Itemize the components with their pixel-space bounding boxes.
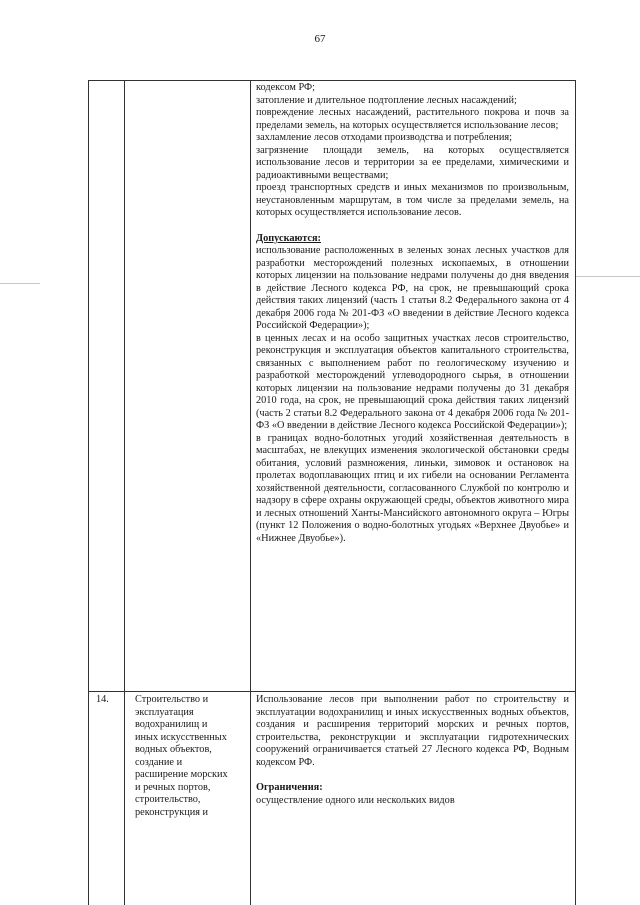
activity-line: Строительство и: [135, 694, 209, 705]
paragraph-gap: [256, 220, 569, 233]
section-heading: Допускаются:: [256, 232, 321, 244]
activity-line: эксплуатация: [135, 706, 194, 718]
activity-line: иных искусственных: [135, 731, 227, 743]
activity-line: расширение морских: [135, 769, 228, 780]
paragraph: в ценных лесах и на особо защитных участках лесов строительство, реконструкция и эксплуатация объектов капитального строительства, связанных с выполнением работ по геологическому изучению и разработкой месторождений углеводородного сырья, в отношении которых лицензии на пользование недрами получены до 31 декабря 2010 года, на срок, не превышающий срока действия таких лицензий (часть 2 статьи 8.2 Федерального закона от 4 декабря 2006 года № 201-ФЗ «О введении в действие Лесного кодекса Российской Федерации»);: [256, 332, 569, 431]
table-row: [256, 694, 569, 807]
paragraph: повреждение лесных насаждений, растительного покрова и почв за пределами земель, на которых осуществляется использование лесов;: [256, 107, 569, 131]
paragraph: проезд транспортных средств и иных механизмов по произвольным, неустановленным маршрутам, в том числе за пределами земель, на которых осуществляется использование лесов.: [256, 182, 569, 218]
paragraph-gap: [256, 769, 569, 782]
activity-line: создание и: [135, 756, 183, 768]
activity-line: строительство,: [135, 794, 201, 805]
paragraph: осуществление одного или нескольких видов: [256, 794, 455, 806]
paragraph: Использование лесов при выполнении работ по строительству и эксплуатации водохранилищ и иных искусственных водных объектов, создания и расширения территорий морских и речных портов, строительства, реконструкции и эксплуатации гидротехнических сооружений ограничивается статьей 27 Лесного кодекса РФ, Водным кодексом РФ.: [256, 694, 569, 768]
row-number: 14.: [96, 694, 109, 705]
row-content-cell: [256, 694, 569, 807]
row-content-cell: [256, 82, 569, 545]
activity-line: и речных портов,: [135, 781, 211, 793]
section-heading: Ограничения:: [256, 782, 323, 793]
paragraph: в границах водно-болотных угодий хозяйственная деятельность в масштабах, не влекущих изменения экологической обстановки среды обитания, условий размножения, линьки, зимовок и остановок на пролетах водоплавающих птиц и их гибели на основании Регламента хозяйственной деятельности, согласованного Службой по контролю и надзору в сфере охраны окружающей среды, объектов животного мира и лесных отношений Ханты-Мансийского автономного округа – Югры (пункт 12 Положения о водно-болотных угодьях «Верхнее Двуобье» и «Нижнее Двуобье»).: [256, 432, 569, 544]
paragraph: кодексом РФ;: [256, 82, 316, 93]
paragraph: захламление лесов отходами производства и потребления;: [256, 132, 513, 143]
paragraph: загрязнение площади земель, на которых осуществляется использование лесов и территории за ее пределами, химическими и радиоактивными веществами;: [256, 144, 569, 181]
activity-line: водных объектов,: [135, 744, 212, 755]
paragraph: затопление и длительное подтопление лесных насаждений;: [256, 94, 517, 106]
paragraph: использование расположенных в зеленых зонах лесных участков для разработки месторождений полезных ископаемых, в отношении которых лицензии на пользование недрами получены до дня введения в действие Лесного кодекса РФ, на срок, не превышающий срока действия таких лицензий (часть 1 статьи 8.2 Федерального закона от 4 декабря 2006 года № 201-ФЗ «О введении в действие Лесного кодекса Российской Федерации»);: [256, 245, 569, 331]
page-number: 67: [314, 33, 326, 45]
activity-line: водохранилищ и: [135, 719, 208, 730]
activity-line: реконструкция и: [135, 806, 209, 818]
table-row: [256, 82, 569, 545]
activity-cell: [135, 694, 247, 819]
